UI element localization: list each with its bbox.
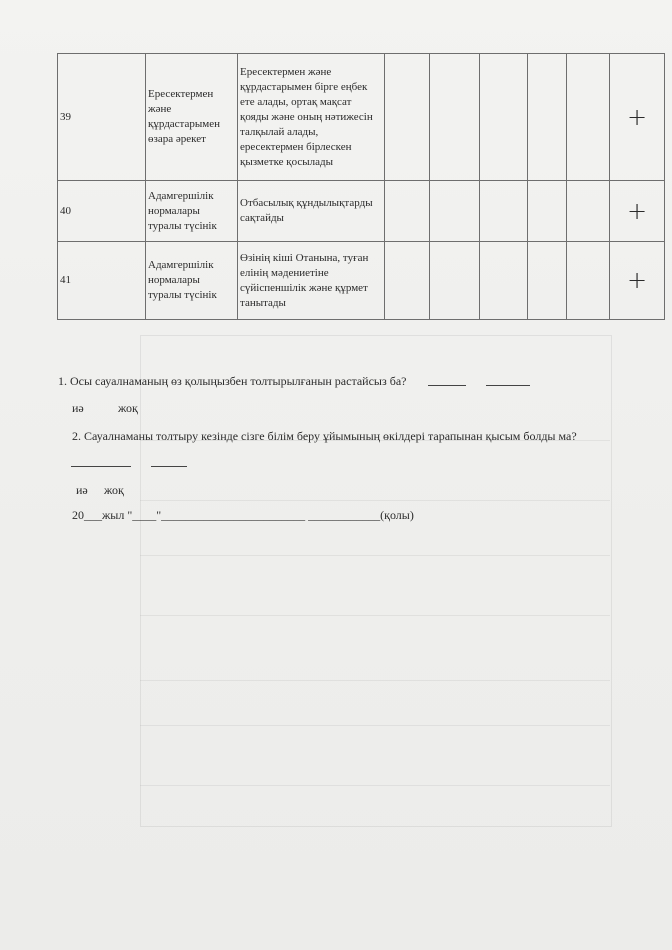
bleed-through-table bbox=[140, 335, 612, 827]
rating-cell[interactable] bbox=[480, 54, 528, 181]
bleed-through-line bbox=[140, 680, 610, 681]
row-area: Ересектермен және құрдастарымен өзара әрекет bbox=[146, 54, 238, 181]
answer-line-yes[interactable] bbox=[71, 466, 131, 467]
row-number: 40 bbox=[58, 181, 146, 242]
option-no: жоқ bbox=[118, 401, 138, 415]
row-skill: Отбасылық құндылықтарды сақтайды bbox=[238, 181, 385, 242]
bleed-through-line bbox=[140, 785, 610, 786]
question-1: 1. Осы сауалнаманың өз қолыңызбен толтырылғанын растайсыз ба? bbox=[58, 374, 407, 388]
check-mark[interactable]: + bbox=[610, 242, 665, 320]
check-mark[interactable]: + bbox=[610, 181, 665, 242]
rating-cell[interactable] bbox=[528, 242, 567, 320]
row-number: 41 bbox=[58, 242, 146, 320]
bleed-through-line bbox=[140, 500, 610, 501]
answer-line-yes[interactable] bbox=[428, 385, 466, 386]
rating-cell[interactable] bbox=[567, 181, 610, 242]
rating-cell[interactable] bbox=[480, 181, 528, 242]
row-area: Адамгершілік нормалары туралы түсінік bbox=[146, 181, 238, 242]
rating-cell[interactable] bbox=[528, 181, 567, 242]
question-2: 2. Сауалнаманы толтыру кезінде сізге білім беру ұйымының өкілдері тарапынан қысым болды ма? bbox=[72, 429, 577, 443]
bleed-through-line bbox=[140, 555, 610, 556]
table-row bbox=[58, 181, 665, 242]
option-no: жоқ bbox=[104, 483, 124, 497]
rating-cell[interactable] bbox=[385, 181, 430, 242]
rating-cell[interactable] bbox=[480, 242, 528, 320]
rating-cell[interactable] bbox=[528, 54, 567, 181]
row-skill: Ересектермен және құрдастарымен бірге еңбек ете алады, ортақ мақсат қояды және оның нәтижесін талқылай алады, ересектермен бірлескен қызметке қосылады bbox=[238, 54, 385, 181]
rating-cell[interactable] bbox=[385, 242, 430, 320]
option-yes: иә bbox=[72, 401, 84, 415]
rating-cell[interactable] bbox=[567, 54, 610, 181]
bleed-through-line bbox=[140, 615, 610, 616]
assessment-table bbox=[57, 53, 665, 320]
rating-cell[interactable] bbox=[567, 242, 610, 320]
date-signature-line[interactable]: 20___жыл "____"________________________ ____________(қолы) bbox=[72, 508, 414, 522]
answer-line-no[interactable] bbox=[486, 385, 530, 386]
row-number: 39 bbox=[58, 54, 146, 181]
answer-line-no[interactable] bbox=[151, 466, 187, 467]
row-area: Адамгершілік нормалары туралы түсінік bbox=[146, 242, 238, 320]
bleed-through-line bbox=[140, 725, 610, 726]
rating-cell[interactable] bbox=[385, 54, 430, 181]
rating-cell[interactable] bbox=[430, 181, 480, 242]
table-row bbox=[58, 54, 665, 181]
rating-cell[interactable] bbox=[430, 242, 480, 320]
row-skill: Өзінің кіші Отанына, туған елінің мәдениетіне сүйіспеншілік және құрмет танытады bbox=[238, 242, 385, 320]
option-yes: иә bbox=[76, 483, 88, 497]
rating-cell[interactable] bbox=[430, 54, 480, 181]
check-mark[interactable]: + bbox=[610, 54, 665, 181]
table-row bbox=[58, 242, 665, 320]
